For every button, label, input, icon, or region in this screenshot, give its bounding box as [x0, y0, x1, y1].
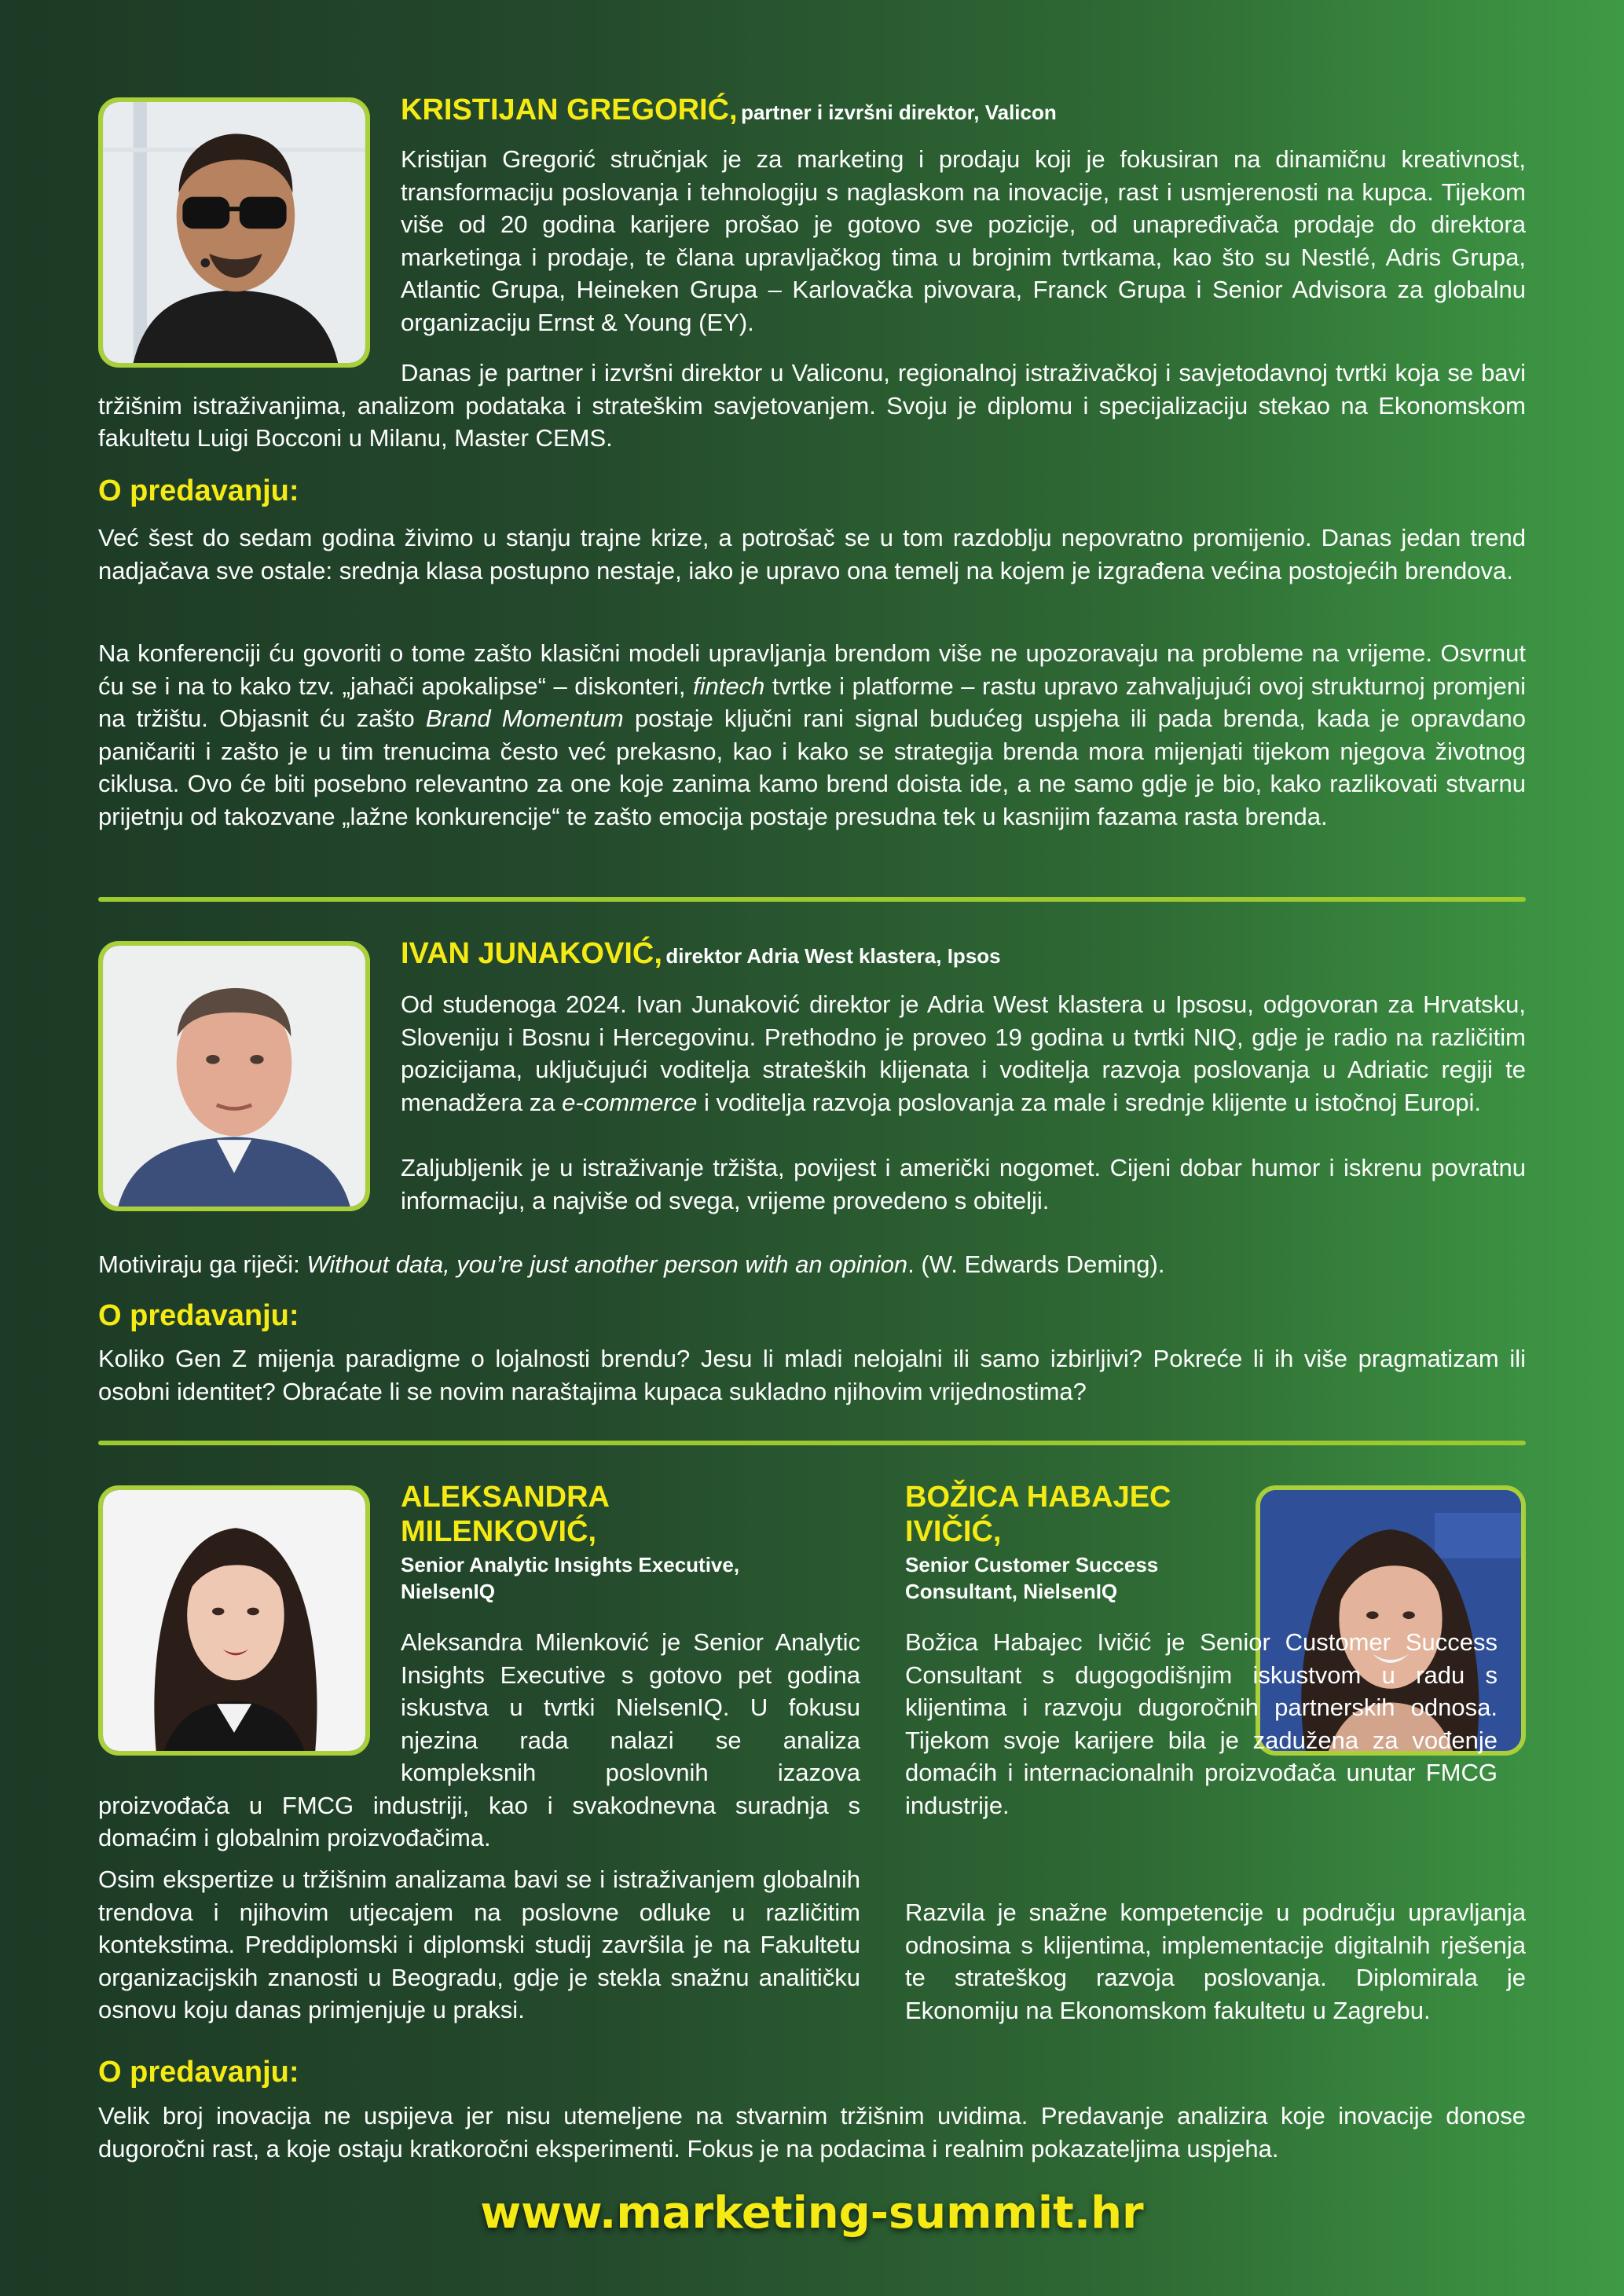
speaker-bio: [98, 1626, 860, 1855]
lecture-text: Već šest do sedam godina živimo u stanju trajne krize, a potrošač se u tom razdoblju nepovratno promijenio. Danas jedan trend nadjačava sve ostale: srednja klasa postupno nestaje, iako je upravo ona temelj na kojem je izgrađena većina postojećih brendova.: [98, 524, 1526, 584]
lecture-text: [98, 637, 1526, 833]
speaker-bio: Osim ekspertize u tržišnim analizama bavi se i istraživanjem globalnih trendova i njihovim utjecajem na poslovne odluke u različitim kontekstima. Preddiplomski i diplomski studij završila je na Fakultetu organizacijskih znanosti u Beogradu, gdje je stekla snažnu analitičku osnovu koju danas primjenjuje u praksi.: [98, 1866, 860, 2023]
speaker-bio: [905, 1626, 1526, 1822]
lecture-heading: O predavanju:: [98, 1299, 299, 1332]
speaker-bio: [401, 988, 1526, 1119]
section-divider: [98, 1441, 1526, 1445]
motto-quote: Without data, you’re just another person with an opinion: [306, 1251, 908, 1278]
lecture-text-italic: fintech: [693, 672, 765, 700]
lecture-heading: O predavanju:: [98, 474, 299, 507]
speaker-role-line: NielsenIQ: [401, 1580, 495, 1603]
speaker-role-line: Senior Customer Success: [905, 1553, 1159, 1576]
speaker-role: partner i izvršni direktor, Valicon: [741, 101, 1057, 124]
speaker-heading-junakovic: [401, 936, 1526, 971]
lecture-text-part: Na konferenciji ću govoriti o tome zašto klasični modeli upravljanja brendom više ne upozoravaju na probleme na vrijeme. Osvrnut ću se i na to kako tzv. „jahači apokalipse“ – diskonteri,: [98, 639, 1526, 700]
motto-part: Motiviraju ga riječi:: [98, 1251, 307, 1278]
website-link[interactable]: www.marketing-summit.hr: [480, 2188, 1144, 2239]
speaker-name-line: ALEKSANDRA: [401, 1481, 610, 1514]
speaker-role: direktor Adria West klastera, Ipsos: [665, 944, 1001, 968]
speaker-bio-part: Od studenoga 2024. Ivan Junaković direktor je Adria West klastera u Ipsosu, odgovoran za Hrvatsku, Sloveniju i Bosnu i Hercegovinu. Prethodno je proveo 19 godina u tvrtki NIQ, gdje je radio na različitim pozicijama, uključujući voditelja strateških klijenata i voditelja razvoja poslovanja u Adriatic regiji te menadžera za: [401, 991, 1526, 1116]
speaker-bio-text: Danas je partner i izvršni direktor u Valiconu, regionalnoj istraživačkoj i savjetodavnoj tvrtki koja se bavi tržišnim istraživanjima, analizom podataka i strateškim savjetovanjem. Svoju je diplomu i specijalizaciju stekao na Ekonomskom fakultetu Luigi Bocconi u Milanu, Master CEMS.: [98, 359, 1526, 452]
speaker-photo-junakovic: [98, 941, 370, 1211]
speaker-name: [905, 1480, 1251, 1549]
lecture-text: Koliko Gen Z mijenja paradigme o lojalnosti brendu? Jesu li mladi nelojalni ili samo izbirljivi? Pokreće li ih više pragmatizam ili osobni identitet? Obraćate li se novim naraštajima kupaca sukladno njihovim vrijednostima?: [98, 1345, 1526, 1405]
speaker-motto: [98, 1248, 1526, 1281]
speaker-name-line: BOŽICA HABAJEC: [905, 1481, 1171, 1514]
speaker-bio-text: Božica Habajec Ivičić je Senior Customer Success Consultant s dugogodišnjim iskustvom u radu s klijentima i razvoju dugoročnih partnerskih odnosa. Tijekom svoje karijere bila je zadužena za vođenje domaćih i internacionalnih proizvođača unutar FMCG industrije.: [905, 1628, 1498, 1819]
speaker-name: IVAN JUNAKOVIĆ,: [401, 937, 662, 970]
lecture-heading: O predavanju:: [98, 2056, 299, 2089]
speaker-bio: [98, 357, 1526, 455]
speaker-name-line: MILENKOVIĆ,: [401, 1515, 597, 1548]
speaker-heading-gregoric: [401, 93, 1526, 127]
speaker-bio-text: Aleksandra Milenković je Senior Analytic Insights Executive s gotovo pet godina iskustva u tvrtki NielsenIQ. U fokusu njezina rada nalazi se analiza kompleksnih poslovnih izazova proizvođača u FMCG industriji, kao i svakodnevna suradnja s domaćim i globalnim proizvođačima.: [98, 1628, 860, 1851]
lecture-text-part: postaje ključni rani signal budućeg uspjeha ili pada brenda, kada je opravdano paničariti i zašto je u tim trenucima često već prekasno, kao i kako se strategija brenda mora mijenjati tijekom njegova životnog ciklusa. Ovo će biti posebno relevantno za one koje zanima kamo brend doista ide, a ne samo gdje je bio, kako razlikovati stvarnu prijetnju od takozvane „lažne konkurencije“ te zašto emocija postaje presudna tek u kasnijim fazama rasta brenda.: [98, 705, 1526, 830]
speaker-bio-part: i voditelja razvoja poslovanja za male i srednje klijente u istočnoj Europi.: [697, 1088, 1482, 1116]
lecture-text: Velik broj inovacija ne uspijeva jer nisu utemeljene na stvarnim tržišnim uvidima. Predavanje analizira koje inovacije donose dugoročni rast, a koje ostaju kratkoročni eksperimenti. Fokus je na podacima i realnim pokazateljima uspjeha.: [98, 2102, 1526, 2162]
lecture-text-italic: Brand Momentum: [425, 705, 624, 732]
lecture-text-part: tvrtke i platforme – rastu upravo zahvaljujući ovoj strukturnoj promjeni na tržištu. Objasnit ću zašto: [98, 672, 1526, 732]
speaker-role-line: Senior Analytic Insights Executive,: [401, 1553, 740, 1576]
speaker-bio: Zaljubljenik je u istraživanje tržišta, povijest i američki nogomet. Cijeni dobar humor i iskrenu povratnu informaciju, a najviše od svega, vrijeme provedeno s obitelji.: [401, 1154, 1526, 1214]
motto-part: . (W. Edwards Deming).: [907, 1251, 1165, 1278]
portrait-man-suit: [103, 946, 365, 1207]
speaker-name-line: IVIČIĆ,: [905, 1515, 1002, 1548]
speaker-role-line: Consultant, NielsenIQ: [905, 1580, 1118, 1603]
speaker-name: [401, 1480, 864, 1549]
speaker-bio-italic: e-commerce: [562, 1088, 698, 1116]
speaker-bio: Kristijan Gregorić stručnjak je za marketing i prodaju koji je fokusiran na dinamičnu kreativnost, transformaciju poslovanja i tehnologiju s naglaskom na inovacije, rast i usmjerenosti na kupca. Tijekom više od 20 godina karijere prošao je gotovo sve pozicije, od unapređivača prodaje do direktora marketinga i prodaje, te člana upravljačkog tima u brojnim tvrtkama, kao što su Nestlé, Adris Grupa, Atlantic Grupa, Heineken Grupa – Karlovačka pivovara, Franck Grupa i Senior Advisora za globalnu organizaciju Ernst & Young (EY).: [401, 145, 1526, 336]
speaker-role: [401, 1551, 864, 1605]
section-divider: [98, 897, 1526, 902]
speaker-bio: Razvila je snažne kompetencije u području upravljanja odnosima s klijentima, implementacije digitalnih rješenja te strateškog razvoja poslovanja. Diplomirala je Ekonomiju na Ekonomskom fakultetu u Zagrebu.: [905, 1899, 1526, 2024]
speaker-photo-gregoric: [98, 97, 370, 368]
photo-wrap-spacer: [98, 1626, 401, 1760]
speaker-role: [905, 1551, 1251, 1605]
portrait-man-glasses: [103, 102, 365, 363]
photo-wrap-spacer: [1498, 1626, 1526, 1760]
speaker-name: KRISTIJAN GREGORIĆ,: [401, 93, 738, 126]
